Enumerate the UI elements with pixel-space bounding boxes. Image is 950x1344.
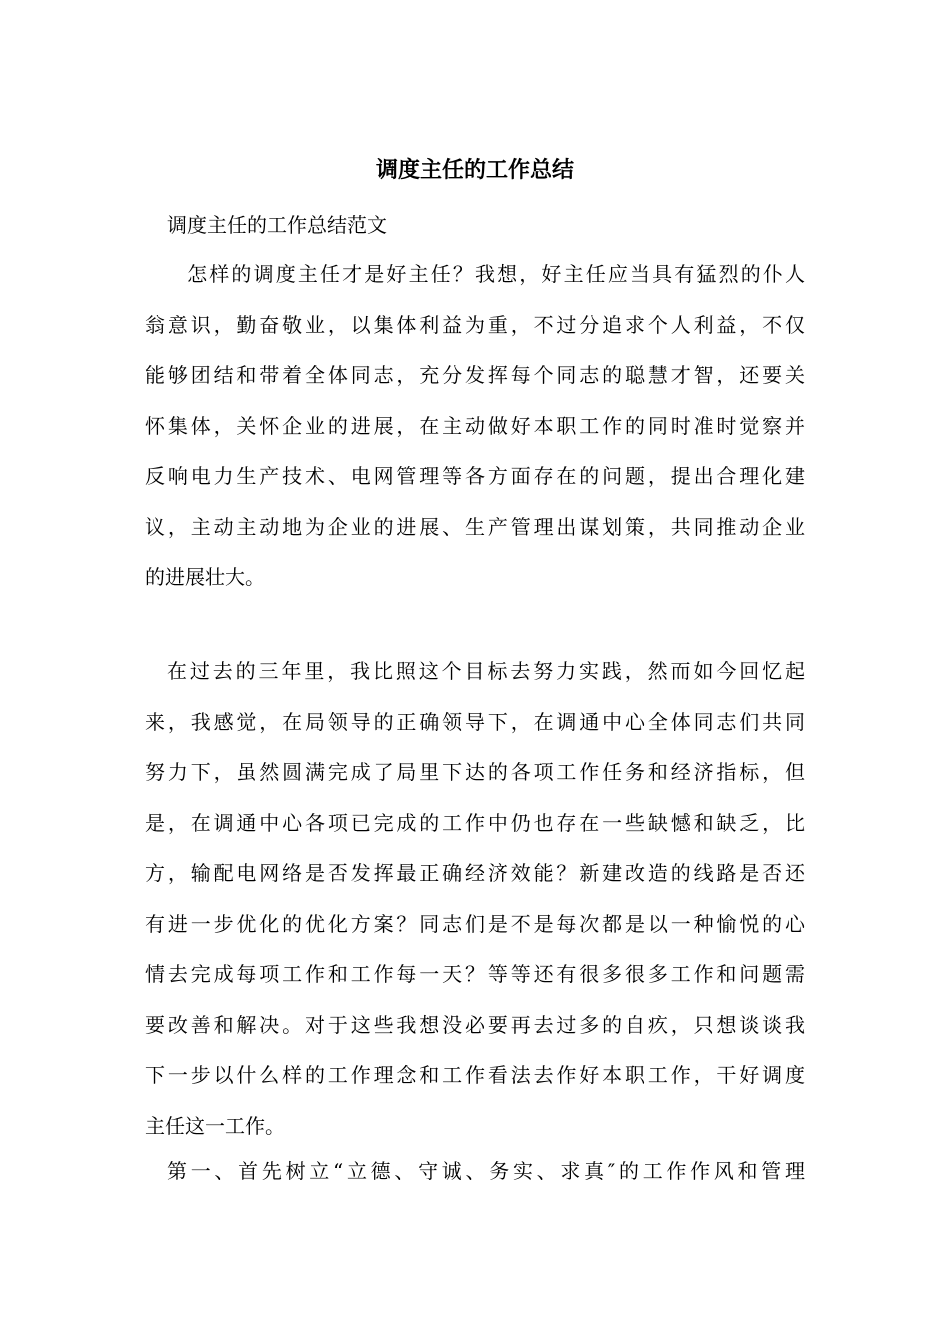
- document-title: 调度主任的工作总结: [375, 157, 574, 183]
- paragraph-1: [145, 249, 805, 603]
- document-subtitle: 调度主任的工作总结范文: [167, 213, 387, 237]
- paragraph-line: 下一步以什么样的工作理念和工作看法去作好本职工作，干好调度: [145, 1063, 805, 1087]
- paragraph-3: [145, 1146, 805, 1197]
- paragraph-line: 在过去的三年里，我比照这个目标去努力实践，然而如今回忆起: [167, 659, 805, 683]
- paragraph-line: 有进一步优化的优化方案？同志们是不是每次都是以一种愉悦的心: [145, 911, 805, 936]
- paragraph-line: 翁意识，勤奋敬业，以集体利益为重，不过分追求个人利益，不仅: [145, 312, 805, 337]
- paragraph-line: 怀集体，关怀企业的进展，在主动做好本职工作的同时准时觉察并: [145, 413, 805, 438]
- paragraph-line: 主任这一工作。: [145, 1113, 285, 1138]
- paragraph-line: 能够团结和带着全体同志，充分发挥每个同志的聪慧才智，还要关: [145, 363, 805, 387]
- paragraph-2: [145, 646, 805, 1151]
- paragraph-line: 情去完成每项工作和工作每一天？等等还有很多很多工作和问题需: [145, 962, 805, 986]
- paragraph-line: 来，我感觉，在局领导的正确领导下，在调通中心全体同志们共同: [145, 709, 805, 734]
- paragraph-line: 怎样的调度主任才是好主任？我想，好主任应当具有猛烈的仆人: [165, 262, 805, 286]
- paragraph-line: 努力下，虽然圆满完成了局里下达的各项工作任务和经济指标，但: [145, 760, 805, 784]
- paragraph-line: 方，输配电网络是否发挥最正确经济效能？新建改造的线路是否还: [145, 861, 805, 885]
- paragraph-line: 第一、首先树立“立德、守诚、务实、求真″的工作作风和管理: [167, 1159, 805, 1183]
- paragraph-line: 反响电力生产技术、电网管理等各方面存在的问题，提出合理化建: [145, 464, 805, 488]
- paragraph-line: 议，主动主动地为企业的进展、生产管理出谋划策，共同推动企业: [145, 514, 805, 539]
- paragraph-line: 要改善和解决。对于这些我想没必要再去过多的自疚，只想谈谈我: [145, 1012, 805, 1037]
- paragraph-line: 是，在调通中心各项已完成的工作中仍也存在一些缺憾和缺乏，比: [145, 810, 805, 835]
- paragraph-line: 的进展壮大。: [145, 565, 265, 589]
